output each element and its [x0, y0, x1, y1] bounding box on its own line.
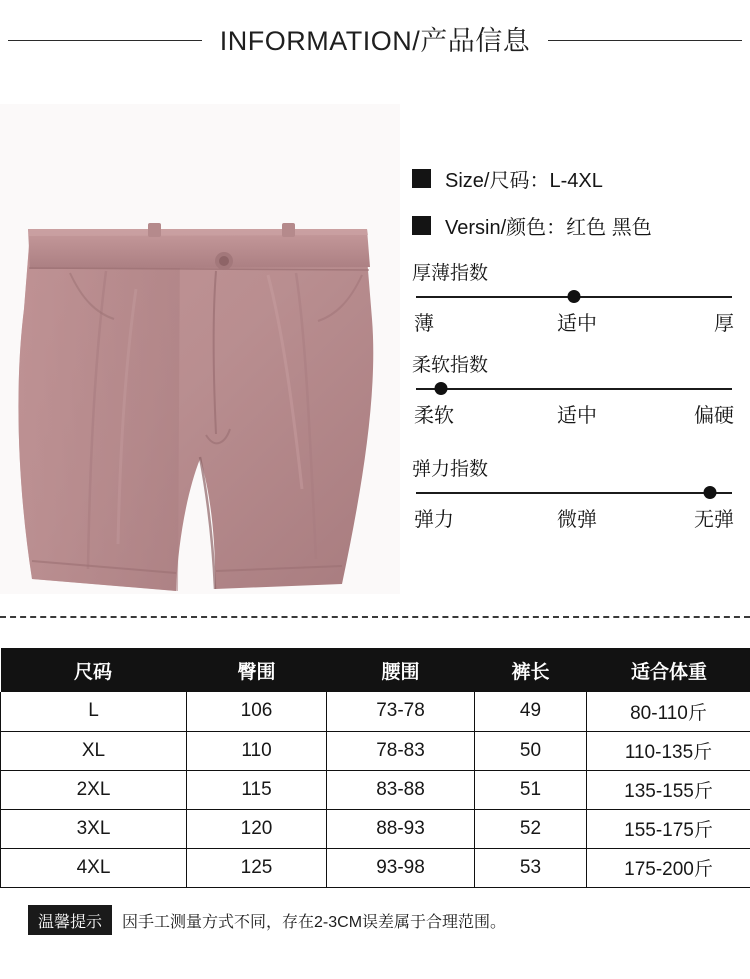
- col-header-size: 尺码: [1, 648, 187, 692]
- cell-weight: 110-135斤: [587, 731, 750, 770]
- gauge-elasticity-tick-0: 弹力: [414, 509, 454, 531]
- cell-size: 3XL: [1, 809, 187, 848]
- table-row: [1, 770, 750, 809]
- cell-waist: 93-98: [327, 848, 475, 887]
- cell-hip: 110: [187, 731, 327, 770]
- cell-waist: 83-88: [327, 770, 475, 809]
- shorts-illustration: [10, 189, 390, 604]
- product-photo: [0, 104, 400, 594]
- table-row: [1, 809, 750, 848]
- gauge-thickness-marker: [568, 290, 581, 303]
- gauge-elasticity-track: [416, 485, 732, 501]
- product-info-section: [0, 76, 750, 616]
- cell-size: 4XL: [1, 848, 187, 887]
- col-header-weight: 适合体重: [587, 648, 750, 692]
- spec-color-row: [412, 211, 736, 240]
- cell-length: 49: [475, 692, 587, 731]
- gauge-softness-label: 柔软指数: [412, 355, 489, 376]
- gauge-thickness-label: 厚薄指数: [412, 263, 489, 284]
- page-title: INFORMATION/产品信息: [202, 19, 548, 58]
- gauge-thickness-tick-2: 厚: [714, 313, 734, 335]
- gauge-softness-tick-2: 偏硬: [694, 405, 734, 427]
- cell-length: 53: [475, 848, 587, 887]
- gauge-elasticity-ticks: [412, 503, 736, 532]
- notice-text: 因手工测量方式不同，存在2-3CM误差属于合理范围。: [122, 913, 507, 931]
- cell-weight: 80-110斤: [587, 692, 750, 731]
- gauge-elasticity-tick-1: 微弹: [557, 509, 597, 531]
- spec-panel: [412, 164, 736, 532]
- gauge-softness-tick-1: 适中: [557, 405, 597, 427]
- cell-size: XL: [1, 731, 187, 770]
- cell-waist: 78-83: [327, 731, 475, 770]
- cell-length: 50: [475, 731, 587, 770]
- col-header-hip: 臀围: [187, 648, 327, 692]
- cell-weight: 155-175斤: [587, 809, 750, 848]
- col-header-length: 裤长: [475, 648, 587, 692]
- spec-color-label: Versin/颜色：红色 黑色: [445, 217, 652, 239]
- table-row: [1, 731, 750, 770]
- col-header-waist: 腰围: [327, 648, 475, 692]
- notice-bar: [28, 905, 506, 935]
- cell-waist: 88-93: [327, 809, 475, 848]
- section-divider: [0, 616, 750, 618]
- gauge-softness: [412, 350, 736, 428]
- size-table-body: [1, 692, 750, 887]
- gauge-softness-track: [416, 381, 732, 397]
- header-rule-left: [8, 40, 218, 41]
- size-table-head: [1, 648, 750, 692]
- cell-hip: 115: [187, 770, 327, 809]
- spec-size-label: Size/尺码：L-4XL: [445, 170, 603, 192]
- cell-hip: 106: [187, 692, 327, 731]
- gauge-softness-marker: [435, 382, 448, 395]
- cell-length: 51: [475, 770, 587, 809]
- cell-size: L: [1, 692, 187, 731]
- size-table-wrapper: [0, 648, 750, 888]
- cell-waist: 73-78: [327, 692, 475, 731]
- gauge-elasticity-tick-2: 无弹: [694, 509, 734, 531]
- table-row: [1, 692, 750, 731]
- cell-hip: 125: [187, 848, 327, 887]
- spec-size-row: [412, 164, 736, 193]
- gauge-thickness-tick-0: 薄: [414, 313, 434, 335]
- notice-tag: 温馨提示: [28, 905, 112, 935]
- cell-weight: 135-155斤: [587, 770, 750, 809]
- gauge-softness-tick-0: 柔软: [414, 405, 454, 427]
- header-rule-right: [532, 40, 742, 41]
- gauge-thickness: [412, 258, 736, 336]
- size-table-header-row: [1, 648, 750, 692]
- gauge-softness-ticks: [412, 399, 736, 428]
- table-row: [1, 848, 750, 887]
- size-table: [0, 648, 750, 888]
- cell-size: 2XL: [1, 770, 187, 809]
- gauge-thickness-track: [416, 289, 732, 305]
- gauge-thickness-ticks: [412, 307, 736, 336]
- cell-weight: 175-200斤: [587, 848, 750, 887]
- bullet-square-icon: [412, 216, 431, 235]
- page-header: [0, 0, 750, 76]
- cell-hip: 120: [187, 809, 327, 848]
- bullet-square-icon: [412, 169, 431, 188]
- gauge-elasticity-label: 弹力指数: [412, 459, 489, 480]
- gauge-thickness-tick-1: 适中: [557, 313, 597, 335]
- gauge-elasticity: [412, 454, 736, 532]
- gauge-elasticity-marker: [703, 486, 716, 499]
- cell-length: 52: [475, 809, 587, 848]
